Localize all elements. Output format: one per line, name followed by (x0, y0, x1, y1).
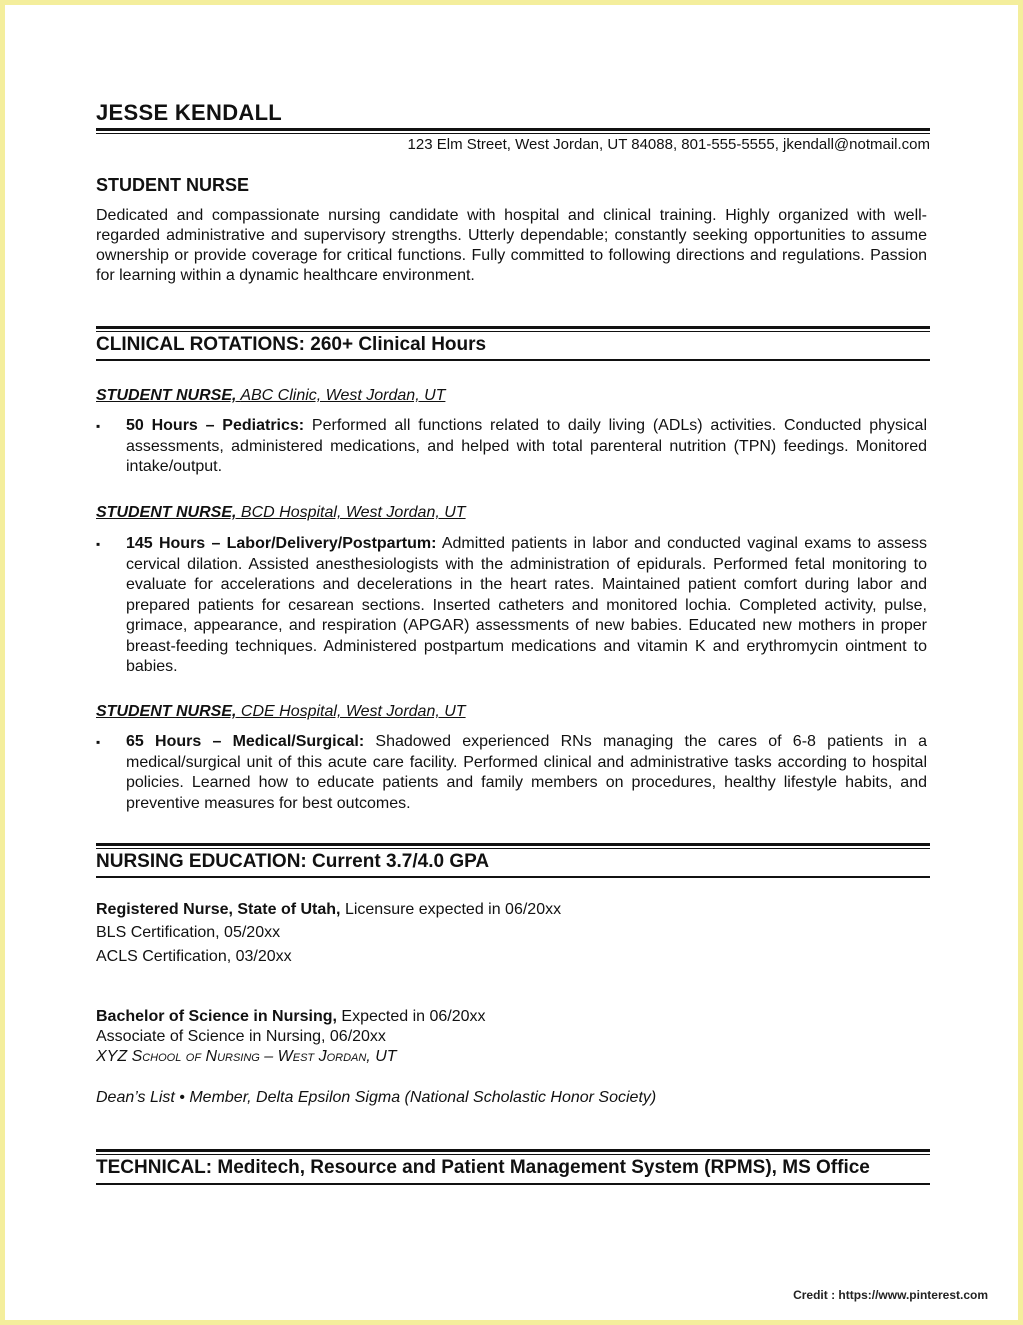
school-line: XYZ School of Nursing – West Jordan, UT (96, 1048, 397, 1065)
clinical-heading-label: CLINICAL ROTATIONS: (96, 334, 305, 355)
technical-top-divider (96, 1149, 930, 1155)
job-place: CDE Hospital, West Jordan, UT (240, 703, 466, 720)
contact-info: 123 Elm Street, West Jordan, UT 84088, 801-555-5555, jkendall@notmail.com (407, 136, 930, 153)
technical-heading-label: TECHNICAL: (96, 1157, 213, 1178)
bullet-lead: 50 Hours – Pediatrics: (126, 417, 305, 434)
job-heading (96, 703, 466, 721)
job-heading (96, 504, 466, 522)
source-credit: Credit : https://www.pinterest.com (793, 1288, 988, 1302)
technical-bottom-divider (96, 1183, 930, 1185)
bullet-text (126, 732, 927, 814)
bullet-lead: 65 Hours – Medical/Surgical: (126, 733, 365, 750)
bullet-marker: ▪ (96, 537, 101, 551)
education-heading-label: NURSING EDUCATION: (96, 851, 307, 872)
bullet-marker: ▪ (96, 735, 101, 749)
bsn-line (96, 1008, 486, 1026)
education-heading-gpa: Current 3.7/4.0 GPA (312, 851, 490, 872)
candidate-name: JESSE KENDALL (96, 100, 283, 125)
education-top-divider (96, 843, 930, 849)
bullet-lead: 145 Hours – Labor/Delivery/Postpartum: (126, 535, 437, 552)
job-role: STUDENT NURSE, (96, 387, 237, 404)
job-role: STUDENT NURSE, (96, 504, 237, 521)
technical-heading (96, 1157, 870, 1179)
acls-line: ACLS Certification, 03/20xx (96, 948, 292, 965)
header-divider (96, 128, 930, 134)
rn-license-date: Licensure expected in 06/20xx (344, 901, 562, 918)
bullet-marker: ▪ (96, 419, 101, 433)
rn-license-title: Registered Nurse, State of Utah, (96, 901, 341, 918)
bls-line: BLS Certification, 05/20xx (96, 924, 281, 941)
resume-page (5, 5, 1018, 1320)
bullet-text (126, 534, 927, 678)
summary-title: STUDENT NURSE (96, 175, 250, 195)
job-place: ABC Clinic, West Jordan, UT (240, 387, 446, 404)
rn-license-line (96, 901, 561, 919)
clinical-heading-hours: 260+ Clinical Hours (310, 334, 487, 355)
job-role: STUDENT NURSE, (96, 703, 237, 720)
bullet-body: Shadowed experienced RNs managing the cares of 6-8 patients in a medical/surgical unit of this acute care facility. Performed clinical and administrative tasks according to hospital policies. Learned how to educate patients and family members on procedures, healthy lifestyle habits, and preventive measures for best outcomes. (126, 733, 927, 812)
bsn-date: Expected in 06/20xx (341, 1008, 486, 1025)
honors-line: Dean’s List • Member, Delta Epsilon Sigma (National Scholastic Honor Society) (96, 1089, 657, 1106)
bullet-body: Admitted patients in labor and conducted vaginal exams to assess cervical dilation. Assisted anesthesiologists with the administration of epidurals. Performed fetal monitoring to evaluate for accelerations and decelerations in the heart rates. Maintained patient comfort during labor and prepared patients for cesarean sections. Inserted catheters and monitored lochia. Completed activity, pulse, grimace, appearance, and respiration (APGAR) assessments of new babies. Educated new mothers in proper breast-feeding techniques. Administered postpartum medications and vitamin K and erythromycin ointment to babies. (126, 535, 928, 675)
job-heading (96, 387, 445, 405)
bullet-body: Performed all functions related to daily living (ADLs) activities. Conducted physical assessments, administered medications, and helped with total parenteral nutrition (TPN) feedings. Monitored intake/output. (126, 417, 927, 475)
bullet-text (126, 416, 927, 478)
education-bottom-divider (96, 876, 930, 878)
education-heading (96, 851, 489, 873)
summary-text: Dedicated and compassionate nursing candidate with hospital and clinical training. Highly organized with well-regarded administrative and supervisory strengths. Utterly dependable; constantly seeking opportunities to assume ownership or provide coverage for critical functions. Fully committed to following directions and regulations. Passion for learning within a dynamic healthcare environment. (96, 207, 927, 284)
asn-line: Associate of Science in Nursing, 06/20xx (96, 1028, 386, 1045)
bsn-title: Bachelor of Science in Nursing, (96, 1008, 337, 1025)
clinical-bottom-divider (96, 359, 930, 361)
job-place: BCD Hospital, West Jordan, UT (240, 504, 466, 521)
clinical-top-divider (96, 326, 930, 332)
clinical-heading (96, 334, 486, 356)
technical-heading-skills: Meditech, Resource and Patient Management System (RPMS), MS Office (217, 1157, 870, 1178)
